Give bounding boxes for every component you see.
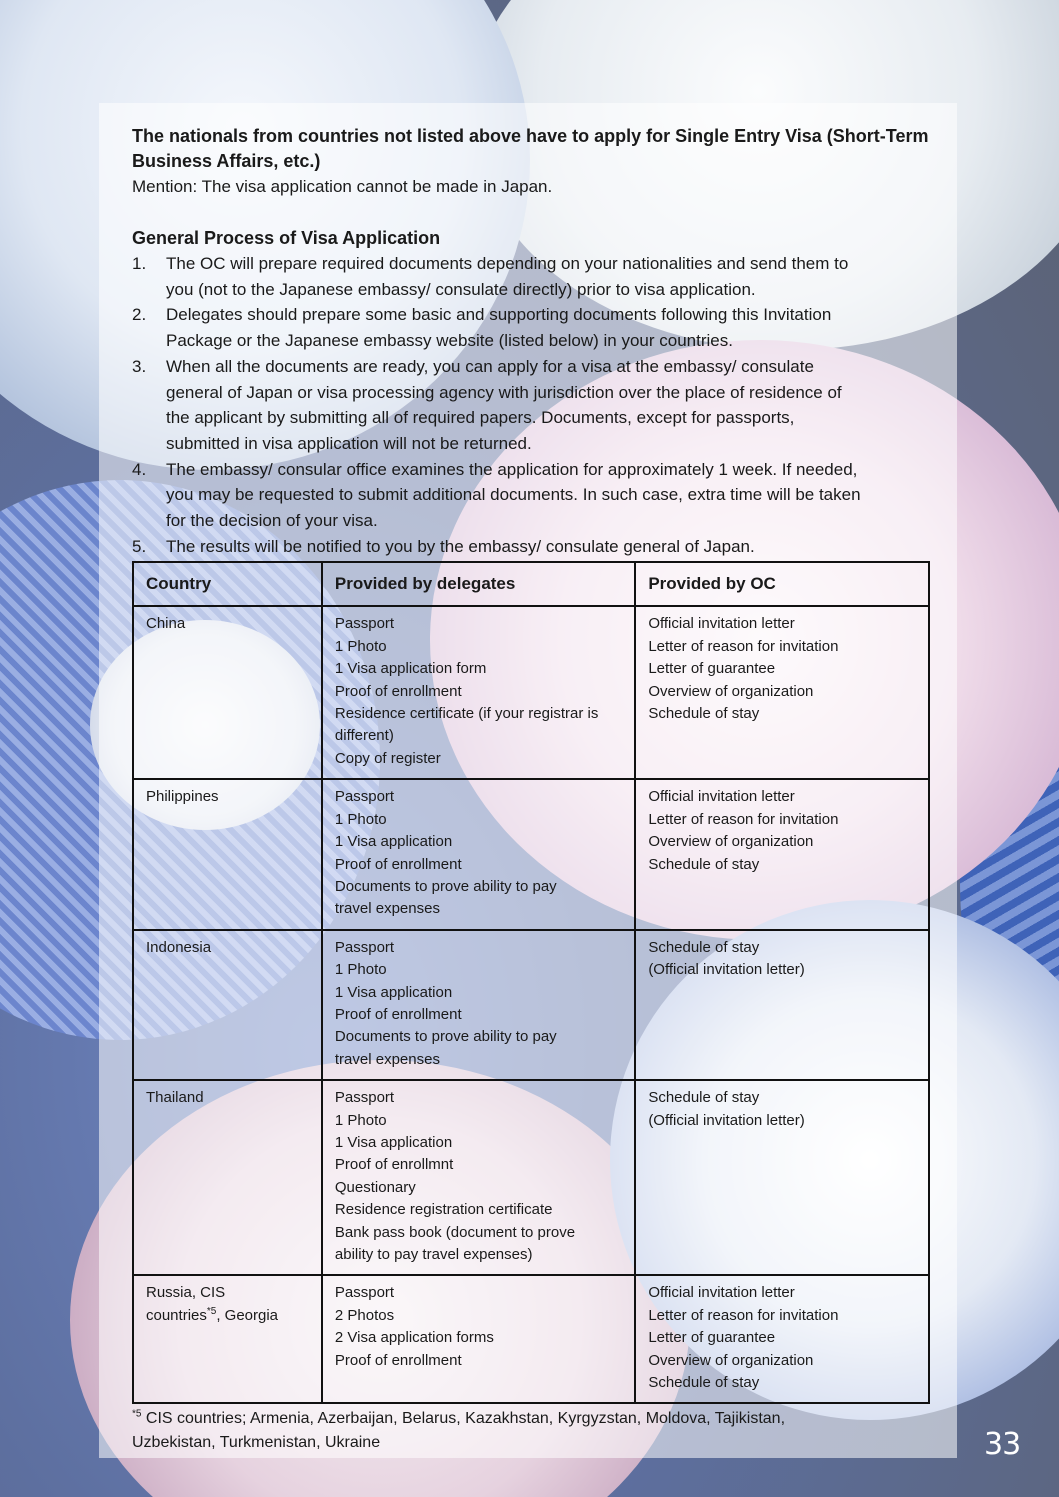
page-number: 33 xyxy=(984,1427,1021,1462)
oc-document: Overview of organization xyxy=(648,1351,814,1369)
delegate-document: Proof of enrollment xyxy=(334,682,462,700)
table-row xyxy=(133,930,929,1080)
step-text-line: you (not to the Japanese embassy/ consulate directly) prior to visa application. xyxy=(166,279,756,299)
oc-document: Official invitation letter xyxy=(648,788,795,806)
country-name: Russia, CIS xyxy=(146,1284,226,1302)
step-text-line: the applicant by submitting all of required papers. Documents, except for passports, xyxy=(166,408,795,428)
country-name: Philippines xyxy=(146,788,219,806)
intro-heading: The nationals from countries not listed above have to apply for Single Entry Visa (Short-Term Business Affairs, etc.) xyxy=(132,126,929,171)
cell-country xyxy=(133,779,322,929)
oc-document: (Official invitation letter) xyxy=(648,961,805,979)
step-number: 1. xyxy=(132,254,147,273)
step-text-line: The OC will prepare required documents depending on your nationalities and send them to xyxy=(166,254,849,273)
cell-oc xyxy=(635,1275,929,1403)
step-text-line: submitted in visa application will not be returned. xyxy=(166,433,532,453)
process-heading: General Process of Visa Application xyxy=(132,228,441,248)
intro-mention: Mention: The visa application cannot be made in Japan. xyxy=(132,177,553,196)
delegate-document: Passport xyxy=(334,1284,395,1302)
delegate-document: Documents to prove ability to pay xyxy=(334,1028,557,1046)
oc-document: Official invitation letter xyxy=(648,1284,795,1302)
delegate-document: Questionary xyxy=(334,1178,416,1196)
step-text-line: general of Japan or visa processing agency with jurisdiction over the place of residence of xyxy=(166,382,842,402)
delegate-document: Passport xyxy=(334,788,395,806)
delegate-document: 1 Photo xyxy=(334,1111,387,1129)
header-oc: Provided by OC xyxy=(635,562,929,606)
delegate-document: 1 Visa application xyxy=(334,983,453,1001)
oc-document: Letter of guarantee xyxy=(648,1329,776,1347)
delegate-document: 1 Visa application xyxy=(334,1133,453,1151)
cell-delegates xyxy=(322,779,635,929)
step-text-line: The embassy/ consular office examines the application for approximately 1 week. If needed, xyxy=(166,459,858,479)
process-step xyxy=(132,251,932,302)
step-text-line: Package or the Japanese embassy website (listed below) in your countries. xyxy=(166,331,733,351)
delegate-document: 1 Visa application form xyxy=(334,660,487,678)
process-steps xyxy=(132,251,932,559)
delegate-document: Proof of enrollment xyxy=(334,1351,462,1369)
delegate-document: Residence registration certificate xyxy=(334,1201,553,1219)
delegate-document: Documents to prove ability to pay xyxy=(334,877,557,895)
delegate-document: Passport xyxy=(334,938,395,956)
table-row xyxy=(133,1275,929,1403)
step-text-line: Delegates should prepare some basic and supporting documents following this Invitation xyxy=(166,305,832,325)
oc-document: Letter of reason for invitation xyxy=(648,637,839,655)
cell-country xyxy=(133,1080,322,1275)
footnote-mark: *5 xyxy=(132,1409,142,1421)
step-text-line: you may be requested to submit additional documents. In such case, extra time will be taken xyxy=(166,485,861,505)
process-step xyxy=(132,302,932,353)
cell-delegates xyxy=(322,606,635,779)
header-delegates: Provided by delegates xyxy=(322,562,635,606)
step-number: 2. xyxy=(132,305,147,325)
delegate-document: 1 Photo xyxy=(334,961,387,979)
cell-oc xyxy=(635,779,929,929)
cell-country xyxy=(133,1275,322,1403)
footnote-line2: Uzbekistan, Turkmenistan, Ukraine xyxy=(132,1434,381,1452)
country-name: China xyxy=(146,615,186,633)
cell-delegates xyxy=(322,1080,635,1275)
country-text: , Georgia xyxy=(216,1306,279,1324)
cell-oc xyxy=(635,1080,929,1275)
delegate-document: Proof of enrollment xyxy=(334,855,462,873)
step-number: 3. xyxy=(132,356,147,376)
process-step xyxy=(132,354,932,457)
step-number: 5. xyxy=(132,536,147,556)
oc-document: Letter of reason for invitation xyxy=(648,810,839,828)
oc-document: Overview of organization xyxy=(648,833,814,851)
delegate-document: Passport xyxy=(334,615,395,633)
delegate-document: Proof of enrollment xyxy=(334,1005,462,1023)
header-country: Country xyxy=(133,562,322,606)
oc-document: Schedule of stay xyxy=(648,1374,760,1392)
process-step xyxy=(132,457,932,534)
delegate-document: Residence certificate (if your registrar is xyxy=(334,705,599,723)
delegate-document: different) xyxy=(334,727,394,745)
oc-document: Letter of reason for invitation xyxy=(648,1306,839,1324)
delegate-document: travel expenses xyxy=(334,900,440,918)
cell-country xyxy=(133,930,322,1080)
process-step xyxy=(132,534,932,560)
country-text: countries xyxy=(146,1306,207,1324)
oc-document: Letter of guarantee xyxy=(648,660,776,678)
country-footnote-mark: *5 xyxy=(206,1305,217,1317)
oc-document: Official invitation letter xyxy=(648,615,795,633)
cell-country xyxy=(133,606,322,779)
delegate-document: Passport xyxy=(334,1089,395,1107)
page-content xyxy=(132,124,932,1455)
delegate-document: 2 Photos xyxy=(334,1306,395,1324)
oc-document: Schedule of stay xyxy=(648,705,760,723)
visa-documents-table xyxy=(132,561,930,1404)
delegate-document: 1 Visa application xyxy=(334,833,453,851)
oc-document: Schedule of stay xyxy=(648,855,760,873)
oc-document: (Official invitation letter) xyxy=(648,1111,805,1129)
delegate-document: ability to pay travel expenses) xyxy=(334,1246,533,1263)
country-name: Indonesia xyxy=(146,938,212,956)
oc-document: Schedule of stay xyxy=(648,938,760,956)
oc-document: Schedule of stay xyxy=(648,1089,760,1107)
cell-delegates xyxy=(322,1275,635,1403)
oc-document: Overview of organization xyxy=(648,682,814,700)
footnote-line1: CIS countries; Armenia, Azerbaijan, Belarus, Kazakhstan, Kyrgyzstan, Moldova, Tajikistan, xyxy=(141,1410,786,1428)
step-number: 4. xyxy=(132,459,147,479)
step-text-line: The results will be notified to you by the embassy/ consulate general of Japan. xyxy=(166,536,755,556)
table-header-row xyxy=(133,562,929,606)
delegate-document: Bank pass book (document to prove xyxy=(334,1223,576,1241)
table-row xyxy=(133,1080,929,1275)
country-name: Thailand xyxy=(146,1089,204,1107)
footnote xyxy=(132,1407,932,1455)
delegate-document: Proof of enrollmnt xyxy=(334,1156,454,1174)
country-name-cont xyxy=(146,1305,309,1327)
step-text-line: for the decision of your visa. xyxy=(166,511,378,531)
cell-delegates xyxy=(322,930,635,1080)
cell-oc xyxy=(635,606,929,779)
delegate-document: travel expenses xyxy=(334,1050,440,1068)
table-row xyxy=(133,606,929,779)
delegate-document: Copy of register xyxy=(334,749,441,767)
delegate-document: 1 Photo xyxy=(334,637,387,655)
step-text-line: When all the documents are ready, you can apply for a visa at the embassy/ consulate xyxy=(166,356,814,376)
cell-oc xyxy=(635,930,929,1080)
table-row xyxy=(133,779,929,929)
delegate-document: 1 Photo xyxy=(334,810,387,828)
delegate-document: 2 Visa application forms xyxy=(334,1329,494,1347)
